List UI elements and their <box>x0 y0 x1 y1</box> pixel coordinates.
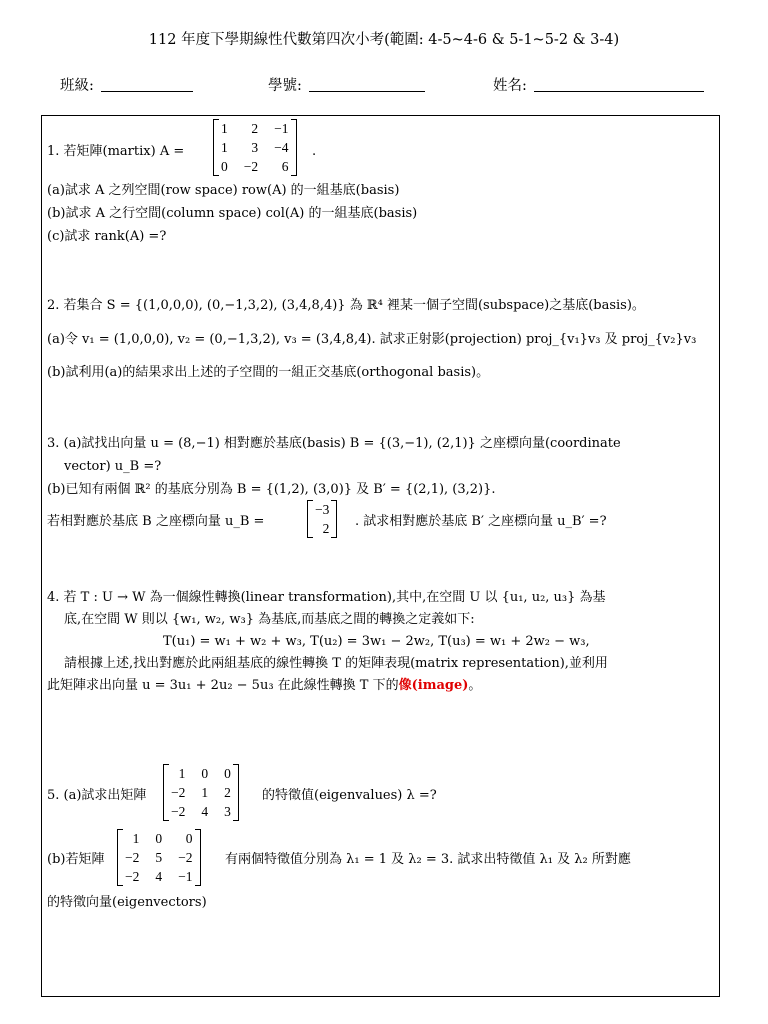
name-field <box>493 74 704 95</box>
q3-part-b-line1: (b)已知有兩個 ℝ² 的基底分別為 B = {(1,2), (3,0)} 及 B′ = {(2,1), (3,2)}. <box>47 482 496 497</box>
q1-intro: 1. 若矩陣(martix) A = <box>47 144 185 159</box>
q4-line1: 4. 若 T : U → W 為一個線性轉換(linear transformation),其中,在空間 U 以 {u₁, u₂, u₃} 為基 <box>47 590 606 605</box>
q3-coordinate-vector: −3 2 <box>307 500 337 538</box>
q4-line2: 底,在空間 W 則以 {w₁, w₂, w₃} 為基底,而基底之間的轉換之定義如下: <box>64 612 475 627</box>
q5-matrix-a: 1 0 0 −2 1 2 −2 4 3 <box>163 764 239 821</box>
q1-part-c: (c)試求 rank(A) =? <box>47 229 167 244</box>
q1-matrix-end: . <box>312 144 317 159</box>
q5-part-b-post: 有兩個特徵值分別為 λ₁ = 1 及 λ₂ = 3. 試求出特徵值 λ₁ 及 λ₂ 所對應 <box>225 852 631 867</box>
q1-matrix: 1 2 −1 1 3 −4 0 −2 6 <box>213 119 297 176</box>
q3-part-b-question: . 試求相對應於基底 B′ 之座標向量 u_B′ =? <box>355 514 607 529</box>
q4-line3: 請根據上述,找出對應於此兩組基底的線性轉換 T 的矩陣表現(matrix representation),並利用 <box>64 656 608 671</box>
q1-part-b: (b)試求 A 之行空間(column space) col(A) 的一組基底(basis) <box>47 206 418 221</box>
q5-part-a-pre: 5. (a)試求出矩陣 <box>47 788 147 803</box>
q5-matrix-b: 1 0 0 −2 5 −2 −2 4 −1 <box>117 829 201 886</box>
class-label: 班級: <box>60 78 94 94</box>
student-id-blank[interactable] <box>309 77 425 92</box>
student-id-field <box>268 74 425 95</box>
q4-line4: 此矩陣求出向量 u = 3u₁ + 2u₂ − 5u₃ 在此線性轉換 T 下的像(image)。 <box>47 678 482 693</box>
class-blank[interactable] <box>101 77 193 92</box>
q4-formula: T(u₁) = w₁ + w₂ + w₃, T(u₂) = 3w₁ − 2w₂, T(u₃) = w₁ + 2w₂ − w₃, <box>163 634 590 649</box>
q5-part-a-post: 的特徵值(eigenvalues) λ =? <box>262 788 437 803</box>
name-label: 姓名: <box>493 78 527 94</box>
q2-part-a: (a)令 v₁ = (1,0,0,0), v₂ = (0,−1,3,2), v₃ = (3,4,8,4). 試求正射影(projection) proj_{v₁}v₃ 及 proj_{v₂}v₃ <box>47 332 697 347</box>
q3-part-b-line2: 若相對應於基底 B 之座標向量 u_B = <box>47 514 265 529</box>
class-field <box>60 74 193 95</box>
page-title: 112 年度下學期線性代數第四次小考(範圍: 4-5~4-6 & 5-1~5-2 & 3-4) <box>148 32 620 48</box>
q1-part-a: (a)試求 A 之列空間(row space) row(A) 的一組基底(basis) <box>47 183 400 198</box>
q5-part-b-pre: (b)若矩陣 <box>47 852 105 867</box>
q3-part-a-line1: 3. (a)試找出向量 u = (8,−1) 相對應於基底(basis) B = {(3,−1), (2,1)} 之座標向量(coordinate <box>47 436 621 451</box>
name-blank[interactable] <box>534 77 704 92</box>
q2-part-b: (b)試利用(a)的結果求出上述的子空間的一組正交基底(orthogonal basis)。 <box>47 365 490 380</box>
q2-statement: 2. 若集合 S = {(1,0,0,0), (0,−1,3,2), (3,4,8,4)} 為 ℝ⁴ 裡某一個子空間(subspace)之基底(basis)。 <box>47 298 645 313</box>
q3-part-a-line2: vector) u_B =? <box>64 459 162 474</box>
student-id-label: 學號: <box>268 78 302 94</box>
image-term: 像(image) <box>398 678 469 693</box>
q5-part-b-line2: 的特徵向量(eigenvectors) <box>47 895 207 910</box>
